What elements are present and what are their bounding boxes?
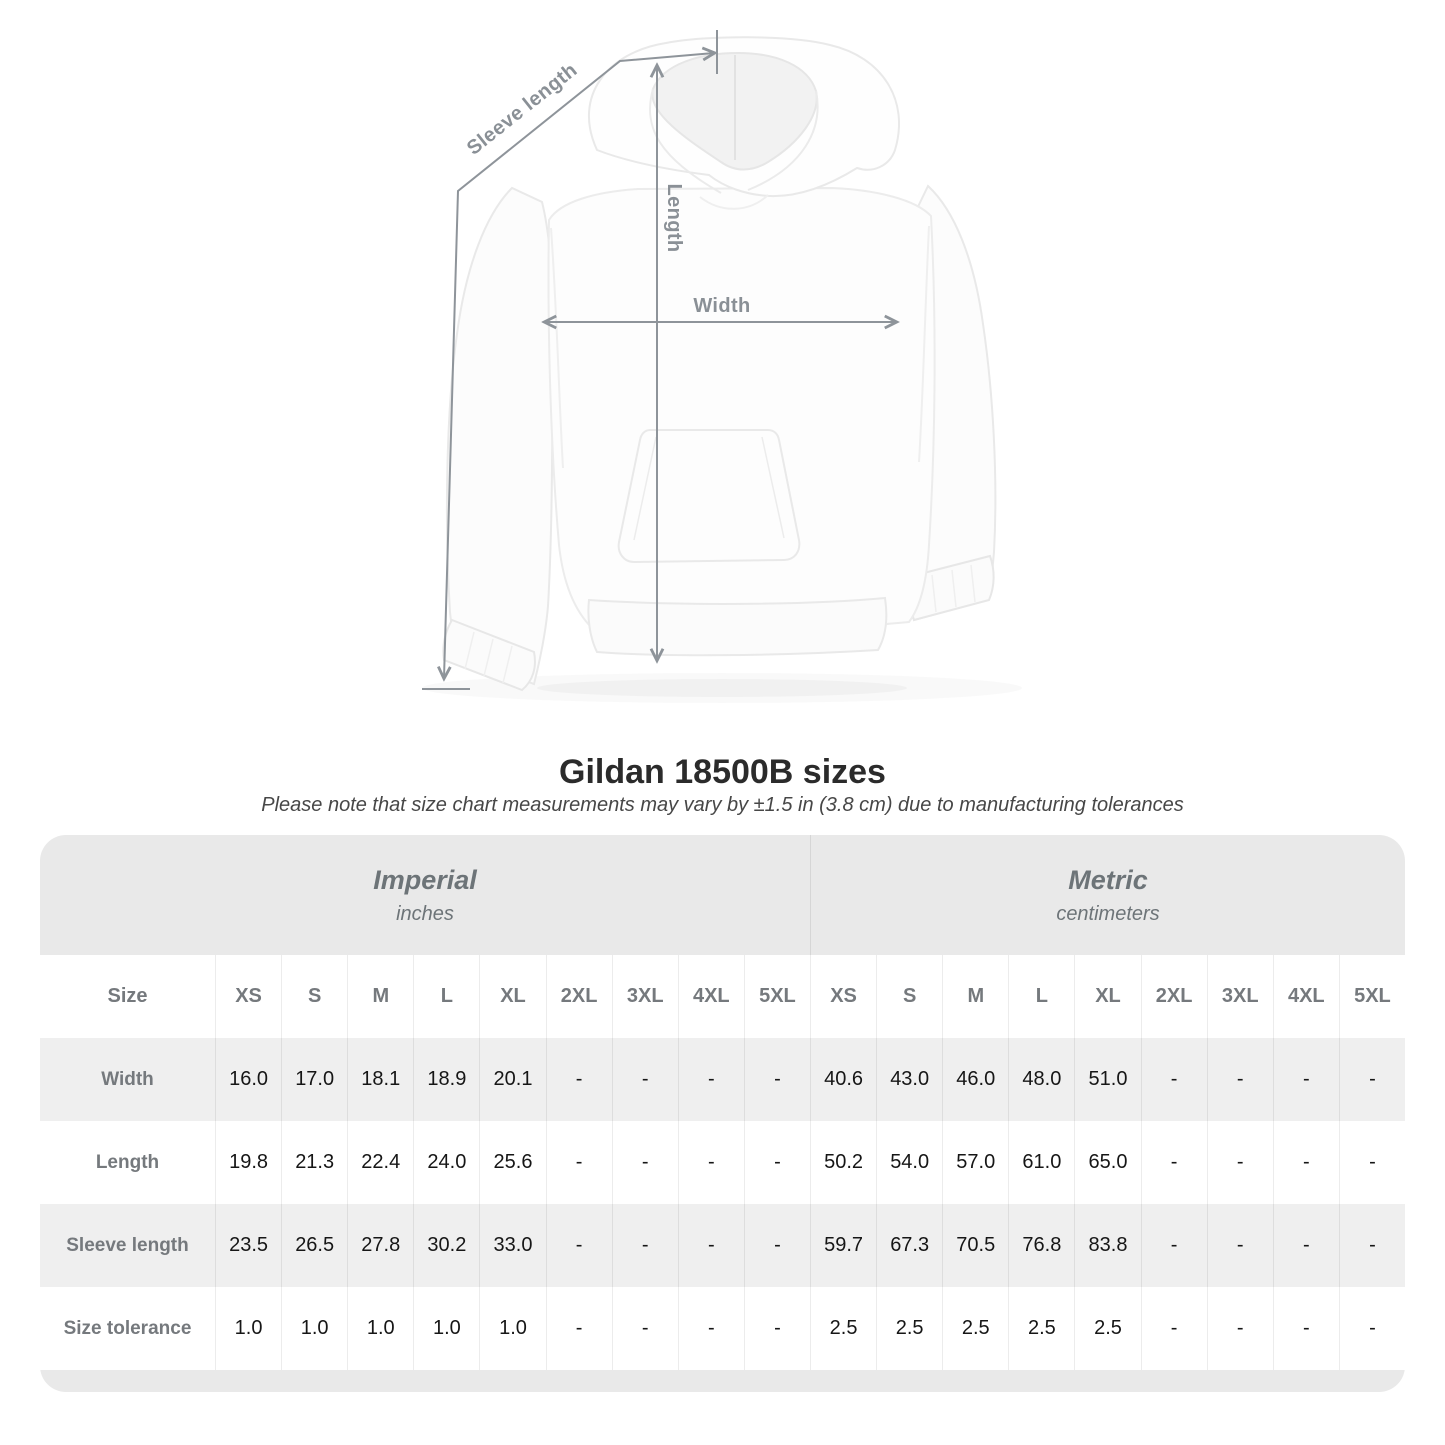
size-header-imperial-3xl: 3XL [612, 955, 678, 1038]
size-header-metric-m: M [942, 955, 1008, 1038]
cell-sleeve-length-metric-5xl: - [1339, 1204, 1405, 1287]
size-header-imperial-s: S [281, 955, 347, 1038]
cell-width-imperial-5xl: - [744, 1038, 810, 1121]
cell-length-imperial-m: 22.4 [347, 1121, 413, 1204]
page-title: Gildan 18500B sizes [559, 753, 886, 791]
cell-length-imperial-s: 21.3 [281, 1121, 347, 1204]
cell-width-imperial-4xl: - [678, 1038, 744, 1121]
tolerance-note: Please note that size chart measurements may vary by ±1.5 in (3.8 cm) due to manufacturing tolerances [261, 794, 1184, 816]
cell-length-imperial-3xl: - [612, 1121, 678, 1204]
cell-size-tolerance-imperial-s: 1.0 [281, 1287, 347, 1370]
cell-length-metric-4xl: - [1273, 1121, 1339, 1204]
length-label: Length [663, 183, 685, 253]
cell-length-metric-xl: 65.0 [1074, 1121, 1140, 1204]
cell-length-metric-m: 57.0 [942, 1121, 1008, 1204]
cell-sleeve-length-metric-m: 70.5 [942, 1204, 1008, 1287]
size-header-metric-3xl: 3XL [1207, 955, 1273, 1038]
cell-width-imperial-l: 18.9 [413, 1038, 479, 1121]
row-label-width: Width [40, 1038, 215, 1121]
cell-sleeve-length-metric-2xl: - [1141, 1204, 1207, 1287]
cell-width-metric-2xl: - [1141, 1038, 1207, 1121]
cell-width-metric-xl: 51.0 [1074, 1038, 1140, 1121]
cell-sleeve-length-imperial-xs: 23.5 [215, 1204, 281, 1287]
cell-size-tolerance-metric-3xl: - [1207, 1287, 1273, 1370]
cell-size-tolerance-metric-xl: 2.5 [1074, 1287, 1140, 1370]
cell-width-imperial-xs: 16.0 [215, 1038, 281, 1121]
cell-sleeve-length-metric-xl: 83.8 [1074, 1204, 1140, 1287]
cell-sleeve-length-imperial-xl: 33.0 [479, 1204, 545, 1287]
cell-size-tolerance-metric-m: 2.5 [942, 1287, 1008, 1370]
cell-size-tolerance-imperial-2xl: - [546, 1287, 612, 1370]
cell-length-imperial-l: 24.0 [413, 1121, 479, 1204]
cell-size-tolerance-imperial-5xl: - [744, 1287, 810, 1370]
width-label: Width [693, 295, 751, 317]
cell-width-metric-xs: 40.6 [810, 1038, 876, 1121]
cell-sleeve-length-imperial-m: 27.8 [347, 1204, 413, 1287]
cell-width-imperial-m: 18.1 [347, 1038, 413, 1121]
cell-size-tolerance-metric-l: 2.5 [1008, 1287, 1074, 1370]
cell-sleeve-length-metric-l: 76.8 [1008, 1204, 1074, 1287]
row-label-size-tolerance: Size tolerance [40, 1287, 215, 1370]
cell-size-tolerance-metric-2xl: - [1141, 1287, 1207, 1370]
cell-sleeve-length-metric-xs: 59.7 [810, 1204, 876, 1287]
cell-sleeve-length-imperial-s: 26.5 [281, 1204, 347, 1287]
cell-width-metric-s: 43.0 [876, 1038, 942, 1121]
hoodie-body [548, 188, 934, 630]
cell-width-imperial-s: 17.0 [281, 1038, 347, 1121]
size-table [40, 835, 1405, 1392]
imperial-unit-header [40, 835, 810, 955]
row-label-sleeve-length: Sleeve length [40, 1204, 215, 1287]
imperial-title: Imperial [373, 864, 477, 895]
cell-length-metric-xs: 50.2 [810, 1121, 876, 1204]
sleeve-length-label: Sleeve length [462, 58, 582, 160]
cell-width-metric-5xl: - [1339, 1038, 1405, 1121]
table-footer-band [40, 1370, 1405, 1392]
size-header-metric-2xl: 2XL [1141, 955, 1207, 1038]
cell-size-tolerance-imperial-xl: 1.0 [479, 1287, 545, 1370]
cell-length-metric-l: 61.0 [1008, 1121, 1074, 1204]
cell-length-imperial-4xl: - [678, 1121, 744, 1204]
cell-size-tolerance-imperial-3xl: - [612, 1287, 678, 1370]
metric-unit: centimeters [1056, 902, 1160, 925]
cell-length-imperial-2xl: - [546, 1121, 612, 1204]
cell-width-metric-4xl: - [1273, 1038, 1339, 1121]
cell-sleeve-length-imperial-4xl: - [678, 1204, 744, 1287]
size-header-imperial-xl: XL [479, 955, 545, 1038]
cell-width-metric-m: 46.0 [942, 1038, 1008, 1121]
cell-width-metric-l: 48.0 [1008, 1038, 1074, 1121]
size-header-imperial-5xl: 5XL [744, 955, 810, 1038]
hem-band [588, 598, 886, 655]
size-header-imperial-xs: XS [215, 955, 281, 1038]
size-header-metric-l: L [1008, 955, 1074, 1038]
cell-length-metric-s: 54.0 [876, 1121, 942, 1204]
cell-size-tolerance-metric-s: 2.5 [876, 1287, 942, 1370]
size-header-metric-xl: XL [1074, 955, 1140, 1038]
cell-length-imperial-xs: 19.8 [215, 1121, 281, 1204]
cell-width-imperial-3xl: - [612, 1038, 678, 1121]
size-header-metric-s: S [876, 955, 942, 1038]
size-header-imperial-2xl: 2XL [546, 955, 612, 1038]
imperial-unit: inches [396, 902, 454, 925]
kangaroo-pocket [619, 430, 800, 562]
size-header-imperial-l: L [413, 955, 479, 1038]
cell-sleeve-length-metric-s: 67.3 [876, 1204, 942, 1287]
cell-width-imperial-xl: 20.1 [479, 1038, 545, 1121]
size-column-header: Size [40, 955, 215, 1038]
cell-size-tolerance-imperial-xs: 1.0 [215, 1287, 281, 1370]
cell-width-metric-3xl: - [1207, 1038, 1273, 1121]
metric-title: Metric [1068, 864, 1148, 895]
left-sleeve [447, 188, 553, 684]
cell-sleeve-length-imperial-2xl: - [546, 1204, 612, 1287]
hoodie-illustration [422, 37, 1022, 703]
size-header-imperial-m: M [347, 955, 413, 1038]
cell-length-metric-5xl: - [1339, 1121, 1405, 1204]
cell-size-tolerance-imperial-4xl: - [678, 1287, 744, 1370]
cell-width-imperial-2xl: - [546, 1038, 612, 1121]
cell-size-tolerance-imperial-m: 1.0 [347, 1287, 413, 1370]
cell-length-imperial-xl: 25.6 [479, 1121, 545, 1204]
size-header-metric-4xl: 4XL [1273, 955, 1339, 1038]
cell-size-tolerance-imperial-l: 1.0 [413, 1287, 479, 1370]
cell-sleeve-length-metric-3xl: - [1207, 1204, 1273, 1287]
metric-unit-header [810, 835, 1405, 955]
cell-size-tolerance-metric-xs: 2.5 [810, 1287, 876, 1370]
cell-sleeve-length-imperial-l: 30.2 [413, 1204, 479, 1287]
size-table-grid [40, 835, 1405, 1392]
row-label-length: Length [40, 1121, 215, 1204]
cell-length-imperial-5xl: - [744, 1121, 810, 1204]
cell-size-tolerance-metric-4xl: - [1273, 1287, 1339, 1370]
size-header-metric-xs: XS [810, 955, 876, 1038]
cell-sleeve-length-metric-4xl: - [1273, 1204, 1339, 1287]
size-header-imperial-4xl: 4XL [678, 955, 744, 1038]
cell-length-metric-2xl: - [1141, 1121, 1207, 1204]
cell-length-metric-3xl: - [1207, 1121, 1273, 1204]
cell-size-tolerance-metric-5xl: - [1339, 1287, 1405, 1370]
size-header-metric-5xl: 5XL [1339, 955, 1405, 1038]
cell-sleeve-length-imperial-3xl: - [612, 1204, 678, 1287]
cell-sleeve-length-imperial-5xl: - [744, 1204, 810, 1287]
